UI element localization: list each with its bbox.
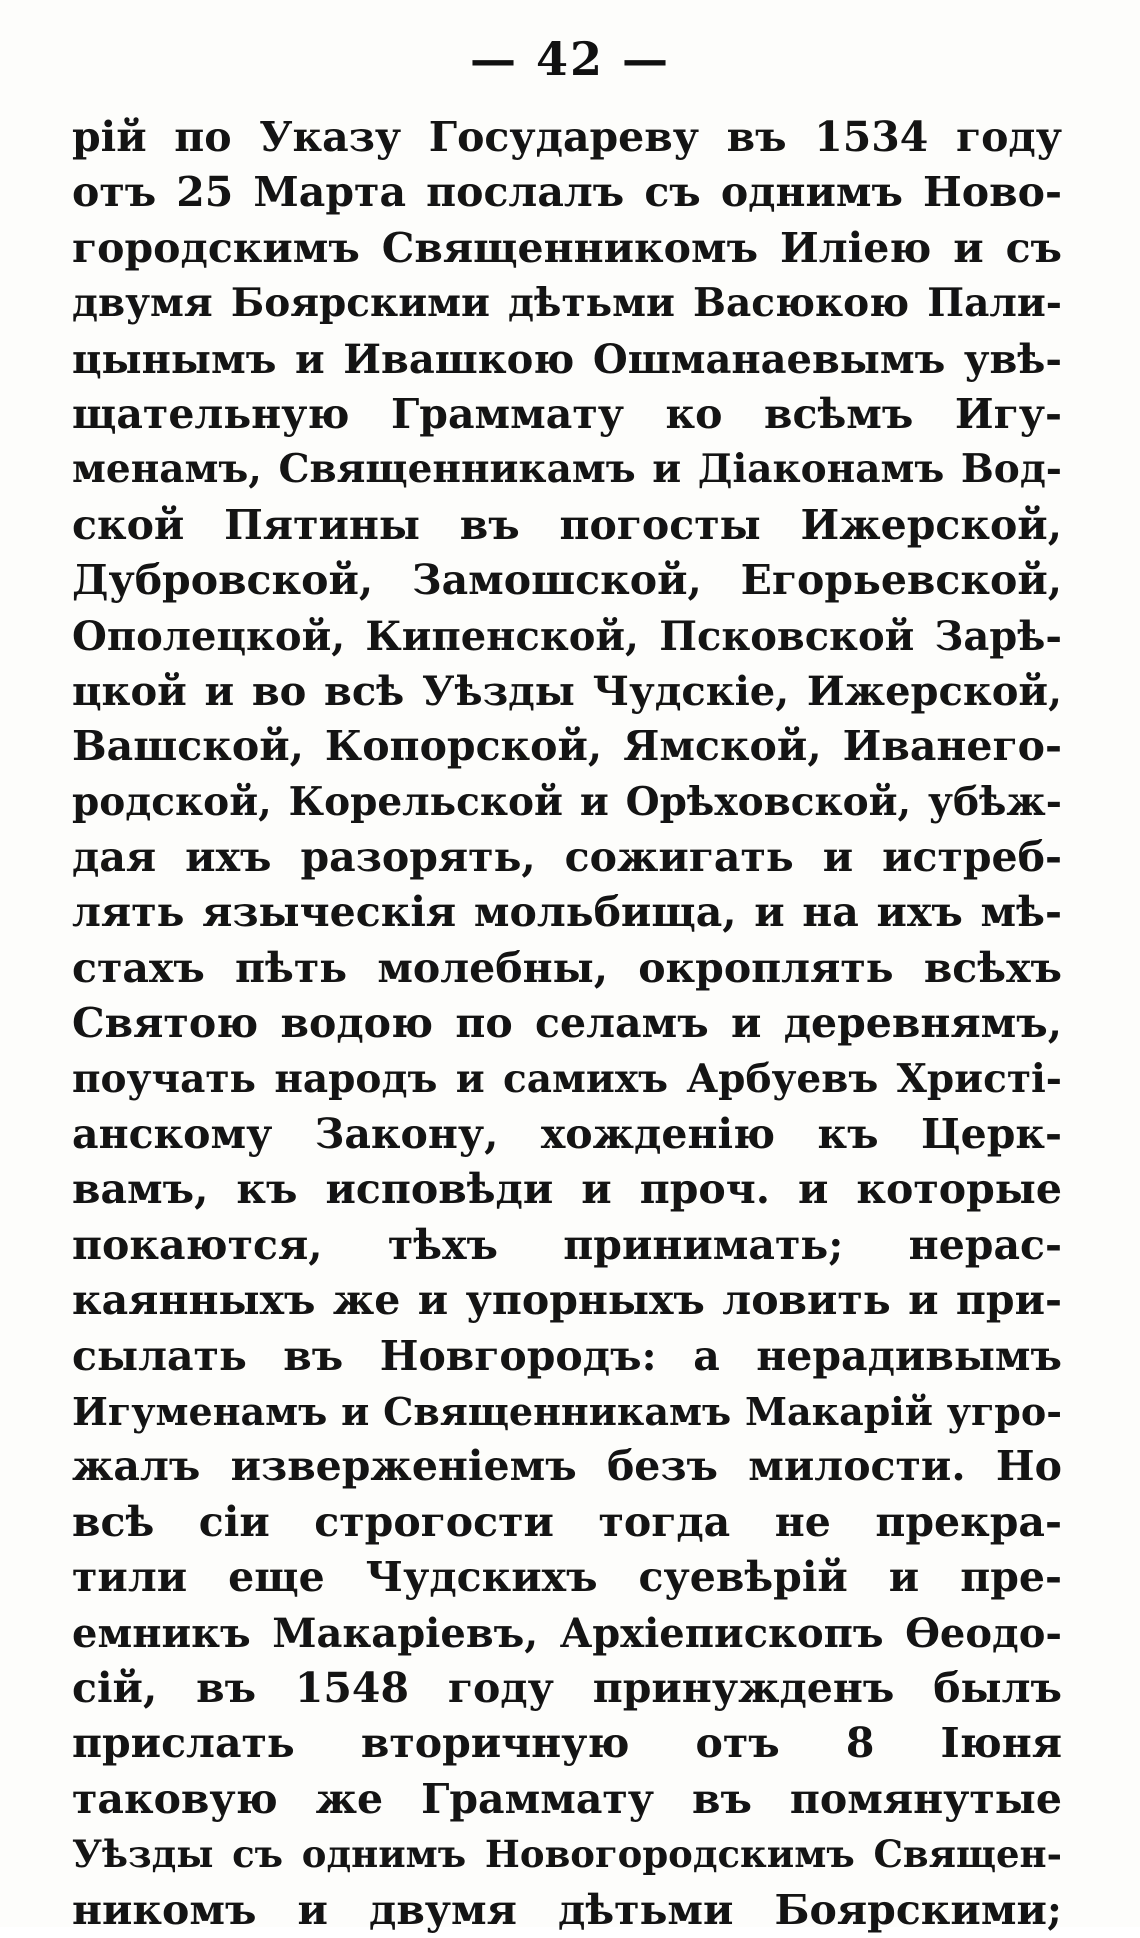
text-line: ской Пятины въ погосты Ижерской, — [72, 500, 1062, 549]
text-line: городскимъ Священникомъ Иліею и съ — [72, 223, 1062, 272]
text-line: никомъ и двумя дѣтьми Боярскими; — [72, 1885, 1062, 1934]
text-line: Уѣзды съ однимъ Новогородскимъ Священ- — [72, 1832, 1062, 1877]
text-line: щательную Граммату ко всѣмъ Игу- — [72, 389, 1062, 438]
text-line: Игуменамъ и Священникамъ Макарій угро- — [72, 1388, 1062, 1434]
text-line: рій по Указу Государеву въ 1534 году — [72, 113, 1062, 161]
text-line: жалъ изверженіемъ безъ милости. Но — [72, 1442, 1062, 1491]
text-line: тили еще Чудскихъ суевѣрій и пре- — [72, 1553, 1062, 1602]
text-line: цынымъ и Ивашкою Ошманаевымъ увѣ- — [72, 335, 1062, 383]
text-line: лять языческія мольбища, и на ихъ мѣ- — [72, 888, 1062, 937]
text-line: цкой и во всѣ Уѣзды Чудскіе, Ижерской, — [72, 667, 1062, 715]
text-line: всѣ сіи строгости тогда не прекра- — [72, 1497, 1062, 1546]
text-line: вамъ, къ исповѣди и проч. и которые — [72, 1165, 1062, 1214]
text-line: родской, Корельской и Орѣховской, убѣж- — [72, 778, 1062, 825]
text-line: отъ 25 Марта послалъ съ однимъ Ново- — [72, 168, 1062, 217]
text-line: сылать въ Новгородъ: а нерадивымъ — [72, 1331, 1062, 1380]
text-line: поучать народъ и самихъ Арбуевъ Христі- — [72, 1055, 1062, 1102]
text-line: анскому Закону, хожденію къ Церк- — [72, 1110, 1062, 1159]
text-line: дая ихъ разорять, сожигать и истреб- — [72, 833, 1062, 882]
text-line: стахъ пѣть молебны, окроплять всѣхъ — [72, 943, 1062, 992]
text-line: таковую же Граммату въ помянутые — [72, 1774, 1062, 1823]
page-number: — 42 — — [469, 32, 671, 86]
text-line: Дубровской, Замошской, Егорьевской, — [72, 556, 1062, 605]
text-line: прислать вторичную отъ 8 Іюня — [72, 1719, 1062, 1768]
text-line: менамъ, Священникамъ и Діаконамъ Вод- — [72, 446, 1062, 493]
text-line: покаются, тѣхъ принимать; нерас- — [72, 1220, 1062, 1269]
text-line: емникъ Макаріевъ, Архіепископъ Ѳеодо- — [72, 1609, 1062, 1657]
text-line: Святою водою по селамъ и деревнямъ, — [72, 999, 1062, 1048]
body-text — [72, 110, 1062, 1938]
text-line: Ополецкой, Кипенской, Псковской Зарѣ- — [72, 612, 1062, 660]
text-line: каянныхъ же и упорныхъ ловить и при- — [72, 1276, 1062, 1325]
text-line: сій, въ 1548 году принужденъ былъ — [72, 1663, 1062, 1712]
text-line: Вашской, Копорской, Ямской, Иванего- — [72, 722, 1062, 771]
text-line: двумя Боярскими дѣтьми Васюкою Пали- — [72, 280, 1062, 327]
